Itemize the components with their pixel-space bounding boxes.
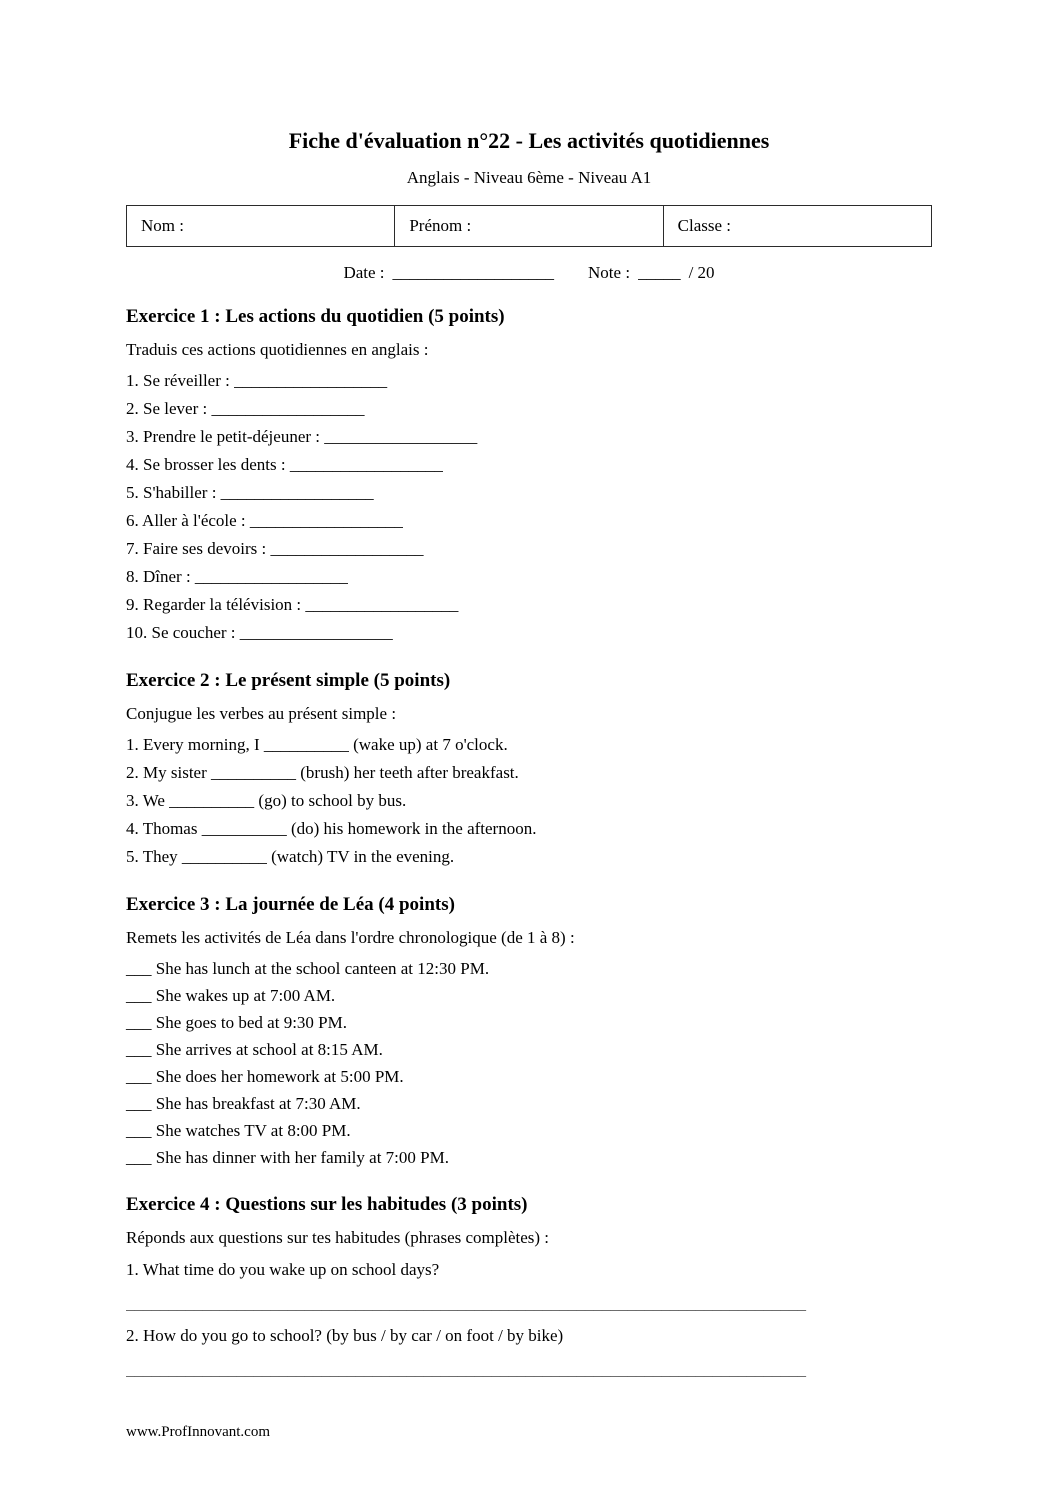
- footer-website: www.ProfInnovant.com: [126, 1424, 271, 1440]
- exercise-4-heading: Exercice 4 : Questions sur les habitudes (3 points): [126, 1194, 528, 1215]
- note-label: Note :: [588, 263, 631, 282]
- ex4-question-1: 1. What time do you wake up on school days?: [126, 1260, 440, 1279]
- ex4-answer-line-1: ________________________________________________________________________________: [126, 1294, 806, 1313]
- date-blank: ___________________: [392, 263, 555, 282]
- ex3-item-4: ___ She arrives at school at 8:15 AM.: [126, 1040, 383, 1059]
- exercise-3-heading: Exercice 3 : La journée de Léa (4 points): [126, 894, 455, 915]
- date-note-line: [126, 262, 932, 283]
- ex3-item-2: ___ She wakes up at 7:00 AM.: [126, 986, 336, 1005]
- ex3-item-7: ___ She watches TV at 8:00 PM.: [126, 1121, 351, 1140]
- ex4-answer-line-2: ________________________________________________________________________________: [126, 1360, 806, 1379]
- ex2-item-2: 2. My sister __________ (brush) her teeth after breakfast.: [126, 763, 519, 782]
- ex3-item-1: ___ She has lunch at the school canteen at 12:30 PM.: [126, 959, 490, 978]
- ex4-question-2: 2. How do you go to school? (by bus / by car / on foot / by bike): [126, 1326, 564, 1345]
- ex1-item-8: 8. Dîner : __________________: [126, 567, 348, 586]
- ex3-item-6: ___ She has breakfast at 7:30 AM.: [126, 1094, 361, 1113]
- exercise-1-heading: Exercice 1 : Les actions du quotidien (5 points): [126, 306, 505, 327]
- note-blank: _____: [638, 263, 681, 282]
- ex1-item-4: 4. Se brosser les dents : __________________: [126, 455, 443, 474]
- exercise-3-items: [126, 955, 932, 1171]
- page-subtitle: Anglais - Niveau 6ème - Niveau A1: [406, 168, 652, 187]
- exercise-1-instructions: Traduis ces actions quotidiennes en anglais :: [126, 340, 429, 359]
- exercise-2-instructions: Conjugue les verbes au présent simple :: [126, 704, 397, 723]
- firstname-field: Prénom :: [395, 206, 663, 247]
- page-title: Fiche d'évaluation n°22 - Les activités quotidiennes: [288, 128, 770, 153]
- note-total: / 20: [688, 263, 715, 282]
- class-field: Classe :: [663, 206, 931, 247]
- exercise-2-items: [126, 731, 932, 871]
- ex1-item-10: 10. Se coucher : __________________: [126, 623, 393, 642]
- name-field: Nom :: [127, 206, 395, 247]
- ex1-item-7: 7. Faire ses devoirs : __________________: [126, 539, 424, 558]
- ex1-item-3: 3. Prendre le petit-déjeuner : __________________: [126, 427, 478, 446]
- exercise-1-items: [126, 367, 932, 647]
- ex3-item-3: ___ She goes to bed at 9:30 PM.: [126, 1013, 347, 1032]
- ex1-item-6: 6. Aller à l'école : __________________: [126, 511, 403, 530]
- ex2-item-4: 4. Thomas __________ (do) his homework in the afternoon.: [126, 819, 537, 838]
- ex2-item-1: 1. Every morning, I __________ (wake up) at 7 o'clock.: [126, 735, 508, 754]
- ex2-item-5: 5. They __________ (watch) TV in the evening.: [126, 847, 455, 866]
- student-info-table: [126, 205, 932, 247]
- exercise-4-instructions: Réponds aux questions sur tes habitudes (phrases complètes) :: [126, 1228, 550, 1247]
- ex2-item-3: 3. We __________ (go) to school by bus.: [126, 791, 407, 810]
- ex1-item-2: 2. Se lever : __________________: [126, 399, 365, 418]
- ex1-item-1: 1. Se réveiller : __________________: [126, 371, 388, 390]
- ex3-item-8: ___ She has dinner with her family at 7:00 PM.: [126, 1148, 449, 1167]
- ex1-item-5: 5. S'habiller : __________________: [126, 483, 374, 502]
- date-label: Date :: [343, 263, 385, 282]
- exercise-3-instructions: Remets les activités de Léa dans l'ordre chronologique (de 1 à 8) :: [126, 928, 575, 947]
- ex1-item-9: 9. Regarder la télévision : __________________: [126, 595, 459, 614]
- ex3-item-5: ___ She does her homework at 5:00 PM.: [126, 1067, 404, 1086]
- student-info-row: [127, 206, 932, 247]
- exercise-2-heading: Exercice 2 : Le présent simple (5 points): [126, 670, 451, 691]
